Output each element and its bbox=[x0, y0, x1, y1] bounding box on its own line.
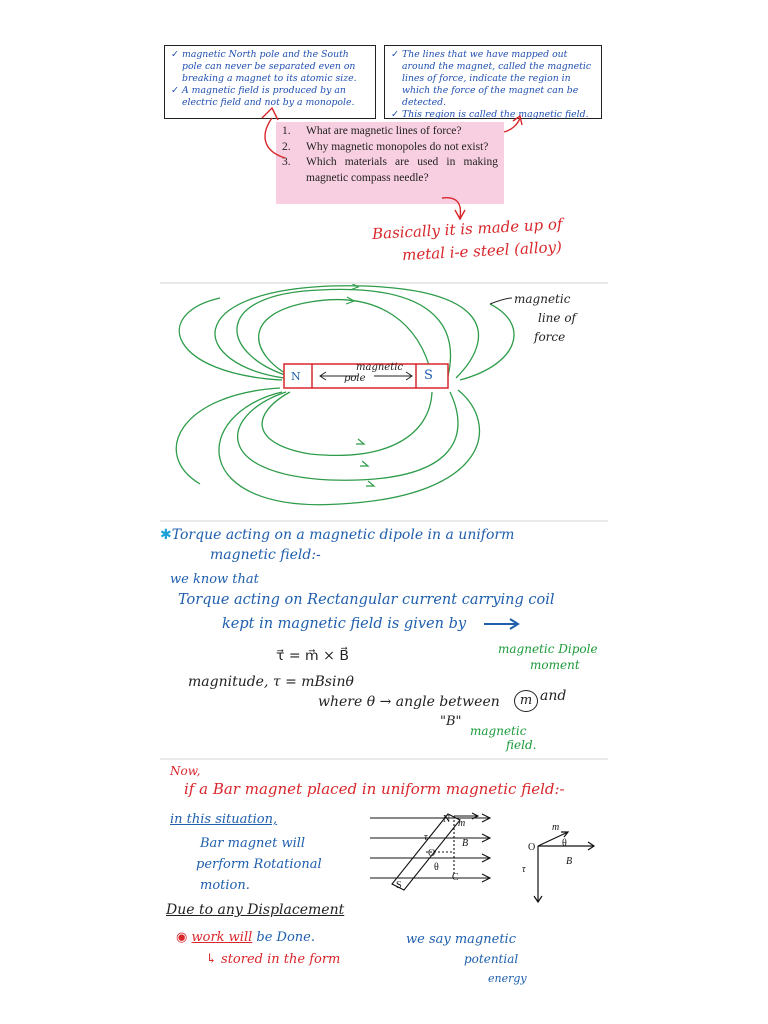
fig-s: S bbox=[396, 880, 402, 891]
fig2-o: O bbox=[528, 842, 536, 853]
perform-line-2: perform Rotational bbox=[196, 857, 322, 872]
potential-line-2: potential bbox=[464, 952, 519, 966]
divider bbox=[160, 758, 608, 760]
potential-line-1: we say magnetic bbox=[406, 932, 516, 947]
torque-line-1: Torque acting on Rectangular current carrying coil bbox=[178, 592, 555, 608]
torque-heading-1: ✱Torque acting on a magnetic dipole in a uniform bbox=[160, 527, 515, 543]
work-text: ◉ work will be Done. bbox=[176, 930, 316, 945]
fig-b: B bbox=[462, 838, 469, 849]
hook-arrow-icon: ↳ bbox=[206, 952, 222, 967]
annotation-arrows bbox=[0, 0, 768, 260]
b-quote: "B" bbox=[440, 714, 462, 729]
torque-heading-2: magnetic field:- bbox=[210, 547, 321, 563]
check-icon: ✓ bbox=[171, 49, 179, 60]
fig2-m: m bbox=[552, 822, 560, 833]
magnitude-formula: magnitude, τ = mBsinθ bbox=[188, 674, 354, 690]
question-item: 3. Which materials are used in making magnetic compass needle? bbox=[282, 156, 498, 184]
lines-label-2: line of bbox=[538, 311, 576, 325]
fig-n: N bbox=[443, 814, 451, 825]
fig-o: O bbox=[428, 848, 436, 859]
and-text: and bbox=[540, 688, 567, 704]
check-icon: ✓ bbox=[391, 109, 399, 120]
we-know-text: we know that bbox=[170, 572, 259, 587]
lines-label-3: force bbox=[534, 330, 566, 344]
fig-tau: τ bbox=[424, 832, 428, 843]
lines-label-1: magnetic bbox=[514, 292, 571, 306]
note-item: ✓ A magnetic field is produced by an electric field and not by a monopole. bbox=[171, 85, 355, 108]
now-text: Now, bbox=[170, 764, 201, 778]
dipole-label-1: magnetic Dipole bbox=[498, 642, 598, 656]
note-item: ✓ magnetic North pole and the South pole can never be separated even on breaking a magnet to its atomic size. bbox=[171, 49, 357, 84]
field-label-1: magnetic bbox=[470, 724, 527, 738]
arrow-icon bbox=[482, 616, 522, 632]
displacement-text: Due to any Displacement bbox=[166, 902, 345, 918]
check-icon: ✓ bbox=[391, 49, 399, 60]
fig2-theta: θ bbox=[562, 838, 567, 849]
perform-line-3: motion. bbox=[200, 878, 250, 893]
answer-line-2: metal i-e steel (alloy) bbox=[401, 237, 563, 265]
fig-c: C bbox=[452, 872, 459, 883]
north-pole-label: N bbox=[291, 370, 301, 383]
question-item: 2. Why magnetic monopoles do not exist? bbox=[282, 140, 489, 153]
check-icon: ✓ bbox=[171, 85, 179, 96]
potential-line-3: energy bbox=[488, 972, 527, 985]
field-label-2: field. bbox=[506, 738, 537, 752]
note-item: ✓ This region is called the magnetic field. bbox=[391, 109, 589, 120]
divider bbox=[160, 520, 608, 522]
answer-line-1: Basically it is made up of bbox=[371, 215, 563, 243]
barmagnet-heading: if a Bar magnet placed in uniform magnetic field:- bbox=[184, 780, 565, 798]
question-item: 1. What are magnetic lines of force? bbox=[282, 125, 462, 137]
pole-label-1: magnetic bbox=[356, 362, 404, 373]
fig-m: m bbox=[458, 818, 466, 829]
where-text: where θ → angle between bbox=[318, 694, 500, 710]
note-item: ✓ The lines that we have mapped out around the magnet, called the magnetic lines of force, indicate the region in which the force of the magnet can be detected. bbox=[391, 49, 592, 108]
south-pole-label: S bbox=[424, 368, 433, 383]
torque-formula-vector: τ⃗ = m⃗ × B⃗ bbox=[276, 648, 349, 664]
situation-text: in this situation, bbox=[170, 812, 278, 827]
perform-line-1: Bar magnet will bbox=[200, 836, 306, 851]
pole-label-2: pole bbox=[344, 373, 366, 384]
bullet-icon: ◉ bbox=[176, 930, 192, 945]
fig2-tau: τ bbox=[522, 864, 526, 875]
circled-m: m bbox=[514, 690, 538, 712]
fig-theta: θ bbox=[434, 862, 439, 873]
stored-text: ↳ stored in the form bbox=[206, 952, 341, 967]
torque-line-2: kept in magnetic field is given by bbox=[222, 616, 467, 632]
fig2-b: B bbox=[566, 856, 573, 867]
dipole-label-2: moment bbox=[530, 658, 580, 672]
